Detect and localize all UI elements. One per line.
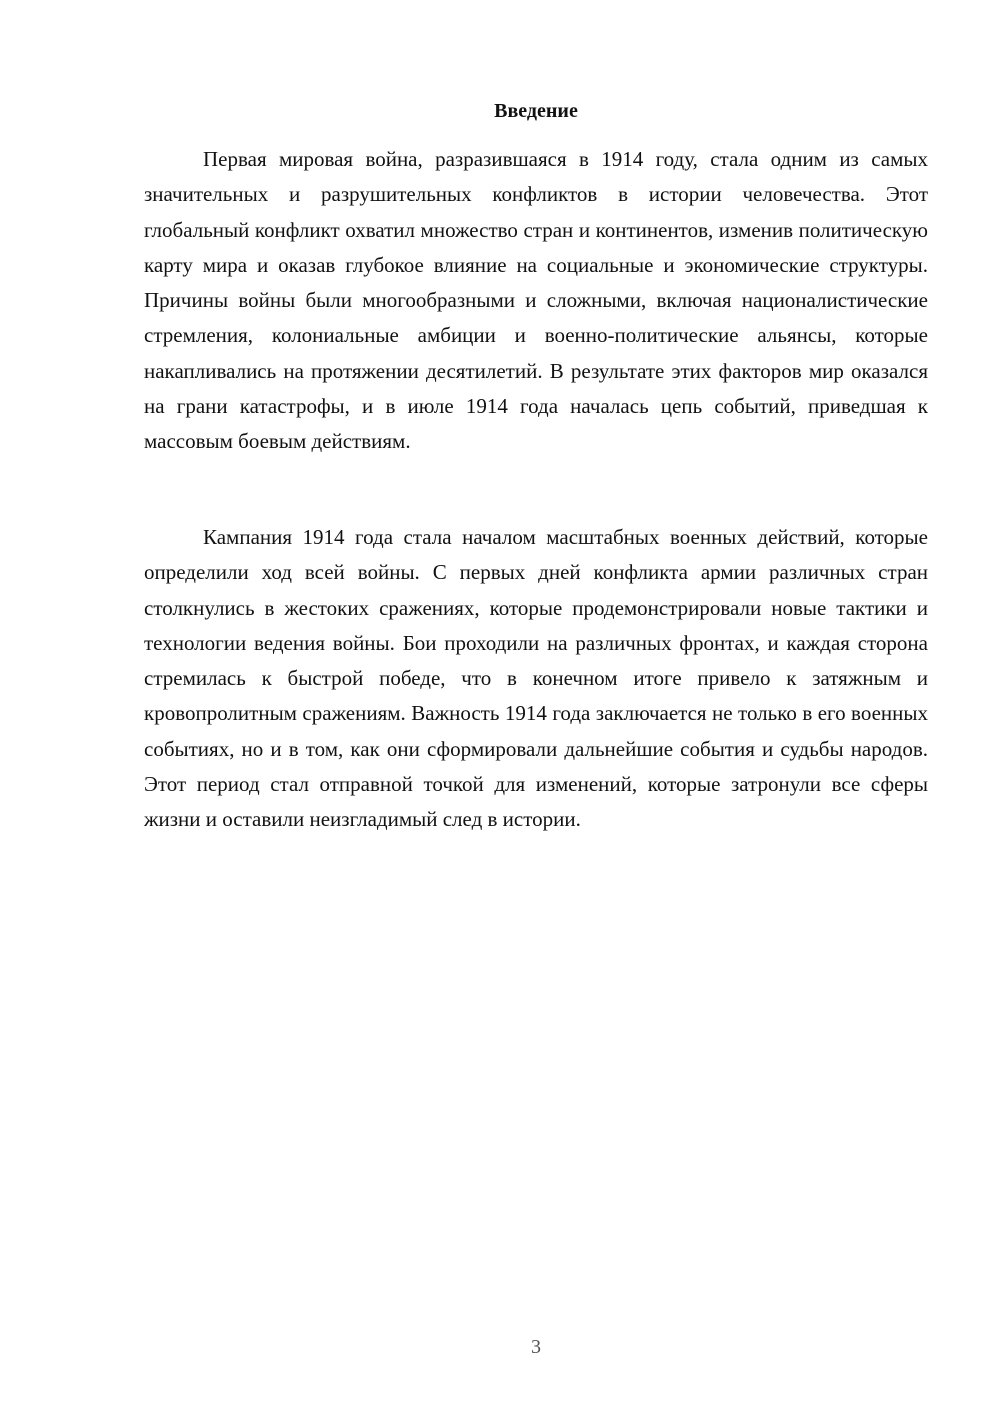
- body-paragraph-1: Первая мировая война, разразившаяся в 1914 году, стала одним из самых значительных и разрушительных конфликтов в истории человечества. Этот глобальный конфликт охватил множество стран и континентов, изменив политическую карту мира и оказав глубокое влияние на социальные и экономические структуры. Причины войны были многообразными и сложными, включая националистические стремления, колониальные амбиции и военно-политические альянсы, которые накапливались на протяжении десятилетий. В результате этих факторов мир оказался на грани катастрофы, и в июле 1914 года началась цепь событий, приведшая к массовым боевым действиям.: [144, 147, 928, 454]
- body-paragraph-2: Кампания 1914 года стала началом масштабных военных действий, которые определили ход всей войны. С первых дней конфликта армии различных стран столкнулись в жестоких сражениях, которые продемонстрировали новые тактики и технологии ведения войны. Бои проходили на различных фронтах, и каждая сторона стремилась к быстрой победе, что в конечном итоге привело к затяжным и кровопролитным сражениям. Важность 1914 года заключается не только в его военных событиях, но и в том, как они сформировали дальнейшие события и судьбы народов. Этот период стал отправной точкой для изменений, которые затронули все сферы жизни и оставили неизгладимый след в истории.: [144, 525, 928, 832]
- page-number: 3: [531, 1336, 541, 1358]
- section-heading: Введение: [494, 100, 578, 122]
